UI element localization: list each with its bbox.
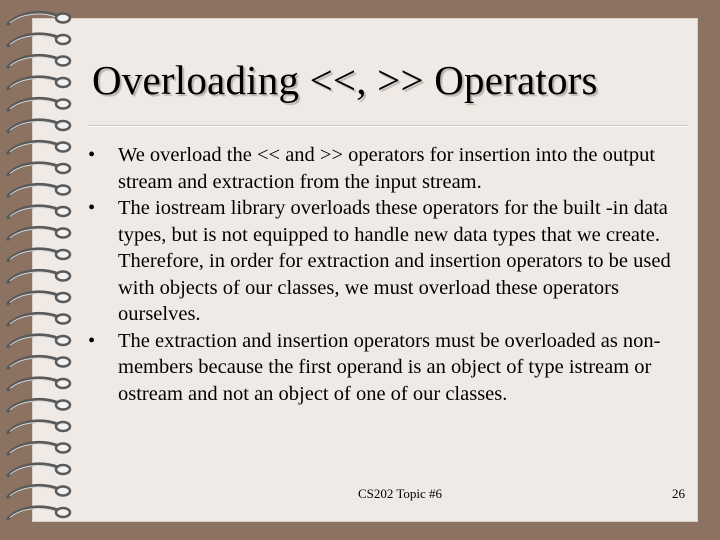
binding-ring <box>8 249 70 260</box>
bullet-icon: • <box>88 144 96 166</box>
binding-ring <box>8 335 70 346</box>
binding-ring <box>8 77 70 88</box>
binding-ring <box>8 464 70 475</box>
binding-ring <box>8 314 70 325</box>
bullet-list <box>88 142 696 407</box>
binding-ring <box>8 99 70 110</box>
binding-ring <box>8 507 70 518</box>
bullet-text: The iostream library overloads these operators for the built -in data types, but is not equipped to handle new data types that we create. Therefore, in order for extraction and insertion operators to be used with objects of our classes, we must overload these operators ourselves. <box>118 197 671 325</box>
bullet-item <box>88 328 696 408</box>
binding-ring <box>8 228 70 239</box>
bullet-text: We overload the << and >> operators for insertion into the output stream and extraction from the input stream. <box>118 144 656 193</box>
binding-ring <box>8 357 70 368</box>
spiral-binding-icon <box>0 0 86 540</box>
binding-ring <box>8 34 70 45</box>
bullet-icon: • <box>88 197 96 219</box>
binding-ring <box>8 443 70 454</box>
binding-ring <box>8 400 70 411</box>
binding-ring <box>8 56 70 67</box>
binding-ring <box>8 378 70 389</box>
slide-title: Overloading <<, >> Operators <box>92 57 598 103</box>
binding-ring <box>8 13 70 24</box>
bullet-item <box>88 195 696 328</box>
binding-ring <box>8 271 70 282</box>
title-divider <box>88 125 688 127</box>
binding-ring <box>8 120 70 131</box>
binding-ring <box>8 421 70 432</box>
binding-ring <box>8 163 70 174</box>
binding-ring <box>8 142 70 153</box>
bullet-text: The extraction and insertion operators must be overloaded as non-members because the first operand is an object of type istream or ostream and not an object of one of our classes. <box>118 329 661 405</box>
bullet-icon: • <box>88 329 96 352</box>
bullet-item <box>88 142 696 195</box>
page-number: 26 <box>672 486 685 501</box>
binding-ring <box>8 486 70 497</box>
binding-ring <box>8 185 70 196</box>
binding-ring <box>8 206 70 217</box>
binding-ring <box>8 292 70 303</box>
footer-course-label: CS202 Topic #6 <box>357 486 443 501</box>
